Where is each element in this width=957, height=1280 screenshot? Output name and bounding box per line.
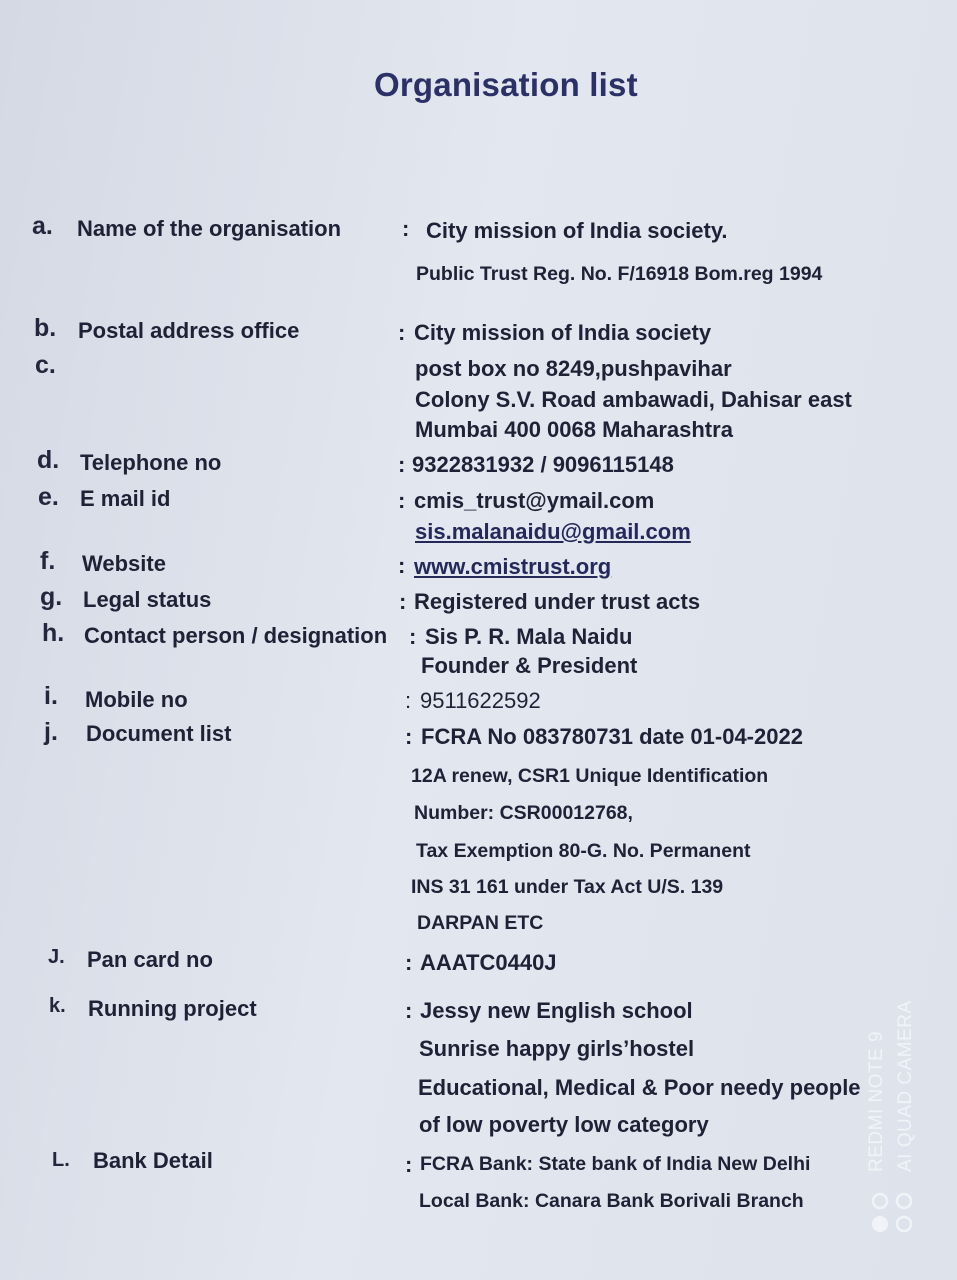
field-label: Contact person / designation — [84, 623, 388, 648]
email-value: cmis_trust@ymail.com — [414, 488, 655, 513]
field-separator: : — [405, 1152, 413, 1177]
field-label: Pan card no — [87, 947, 213, 972]
item-letter: c. — [35, 351, 56, 379]
item-letter: e. — [38, 483, 59, 511]
page-title: Organisation list — [374, 66, 638, 103]
field-separator: : — [405, 998, 413, 1023]
field-value: Tax Exemption 80-G. No. Permanent — [416, 840, 751, 862]
field-label: Running project — [88, 996, 257, 1021]
field-label: Website — [82, 551, 166, 576]
item-letter: f. — [40, 547, 56, 575]
field-label: E mail id — [80, 486, 171, 511]
field-label: Bank Detail — [93, 1148, 213, 1173]
field-value: 9511622592 — [420, 688, 541, 713]
field-value: Jessy new English school — [420, 998, 693, 1023]
field-value: Educational, Medical & Poor needy people — [418, 1075, 861, 1100]
field-separator: : — [405, 688, 412, 713]
field-separator: : — [399, 589, 407, 614]
field-label: Mobile no — [85, 687, 188, 712]
field-label: Document list — [86, 721, 232, 746]
field-value: 9322831932 / 9096115148 — [412, 452, 674, 477]
item-letter: L. — [52, 1149, 70, 1171]
field-separator: : — [398, 320, 406, 345]
field-separator: : — [409, 624, 417, 649]
item-letter: d. — [37, 446, 60, 474]
field-value: Public Trust Reg. No. F/16918 Bom.reg 1994 — [416, 263, 823, 285]
watermark-line-2: AI QUAD CAMERA — [895, 1000, 916, 1172]
field-value: 12A renew, CSR1 Unique Identification — [411, 765, 769, 787]
field-value: Sis P. R. Mala Naidu — [425, 624, 633, 649]
field-value: Local Bank: Canara Bank Borivali Branch — [419, 1190, 804, 1212]
field-value: FCRA Bank: State bank of India New Delhi — [420, 1153, 811, 1175]
watermark-line-1: REDMI NOTE 9 — [866, 1030, 887, 1172]
email-link[interactable]: sis.malanaidu@gmail.com — [415, 519, 691, 544]
item-letter: j. — [44, 718, 58, 746]
field-label: Legal status — [83, 587, 212, 612]
field-value: post box no 8249,pushpavihar — [415, 356, 732, 381]
item-letter: k. — [49, 995, 66, 1017]
field-separator: : — [398, 452, 406, 477]
field-separator: : — [405, 950, 413, 975]
field-value: Mumbai 400 0068 Maharashtra — [415, 417, 733, 442]
field-value: AAATC0440J — [420, 950, 557, 975]
field-separator: : — [398, 488, 406, 513]
website-link[interactable]: www.cmistrust.org — [414, 554, 612, 579]
field-label: Telephone no — [80, 450, 222, 475]
item-letter: h. — [42, 619, 65, 647]
field-value: INS 31 161 under Tax Act U/S. 139 — [411, 876, 724, 898]
field-label: Postal address office — [78, 318, 300, 343]
field-value: Founder & President — [421, 653, 638, 678]
field-value: City mission of India society. — [426, 218, 728, 243]
field-value: Registered under trust acts — [414, 589, 701, 614]
field-separator: : — [402, 216, 410, 241]
item-letter: b. — [34, 314, 57, 342]
field-value: Colony S.V. Road ambawadi, Dahisar east — [415, 387, 852, 412]
field-value: City mission of India society — [414, 320, 712, 345]
item-letter: J. — [48, 946, 65, 968]
field-value: DARPAN ETC — [417, 912, 544, 934]
field-value: of low poverty low category — [419, 1112, 709, 1137]
item-letter: g. — [40, 583, 63, 611]
item-letter: a. — [32, 212, 53, 240]
field-label: Name of the organisation — [77, 216, 342, 241]
field-separator: : — [405, 724, 413, 749]
field-value: FCRA No 083780731 date 01-04-2022 — [421, 724, 803, 749]
camera-dots-icon — [868, 1190, 918, 1236]
item-letter: i. — [44, 682, 58, 710]
field-value: Sunrise happy girls’hostel — [419, 1036, 695, 1061]
field-separator: : — [398, 553, 406, 578]
field-value: Number: CSR00012768, — [414, 802, 633, 824]
